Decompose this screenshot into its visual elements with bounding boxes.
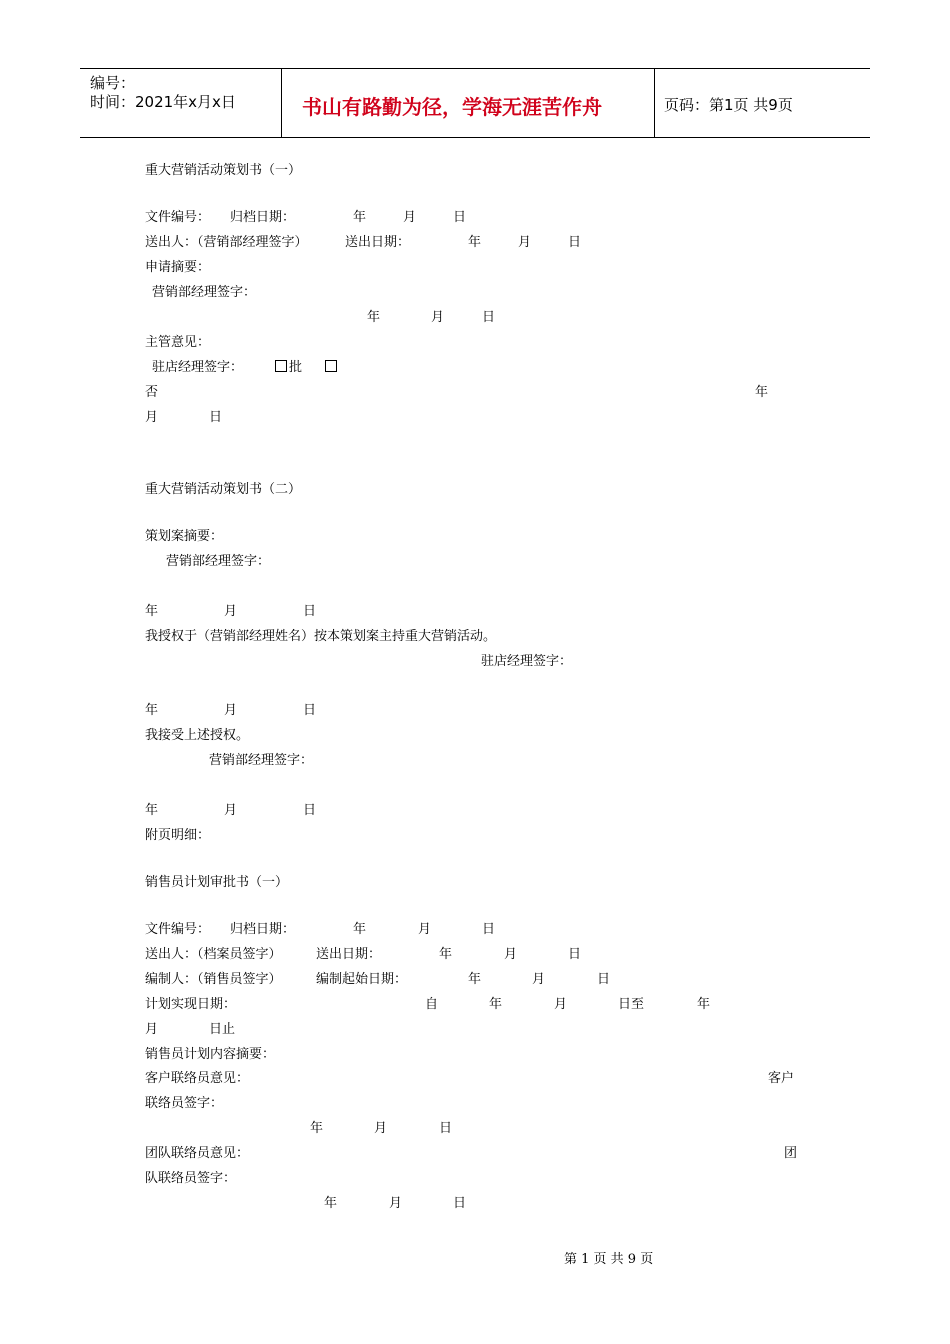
day-label: 日 [209, 410, 223, 425]
month-label: 月 [145, 410, 159, 425]
year-label: 年 [145, 803, 159, 818]
month-label: 月 [374, 1121, 388, 1136]
year-label: 年 [310, 1121, 324, 1136]
year-label: 年 [145, 703, 159, 718]
month-label: 月 [518, 235, 532, 250]
send-date-label: 送出日期： [316, 947, 382, 962]
team-sign-label: 队联络员签字： [145, 1171, 237, 1186]
divider [654, 69, 655, 137]
month-label: 月 [418, 922, 432, 937]
month-label: 月 [532, 972, 546, 987]
year-label: 年 [353, 210, 367, 225]
month-label: 月 [224, 604, 238, 619]
attachment-label: 附页明细： [145, 828, 211, 843]
client-sign-label: 联络员签字： [145, 1096, 224, 1111]
file-number-label: 文件编号： [145, 210, 211, 225]
year-label: 年 [697, 997, 711, 1012]
time-label: 时间：2021年x月x日 [90, 93, 236, 111]
month-label: 月 [224, 803, 238, 818]
send-date-label: 送出日期： [345, 235, 411, 250]
day-label: 日 [568, 947, 582, 962]
section1-title: 重大营销活动策划书（一） [145, 163, 302, 178]
client-opinion-label: 客户联络员意见： [145, 1071, 250, 1086]
client-contact-prefix: 客户 [768, 1071, 795, 1086]
deny-checkbox-box[interactable] [325, 360, 337, 372]
day-label: 日 [568, 235, 582, 250]
from-label: 自 [425, 997, 439, 1012]
month-label: 月 [431, 310, 445, 325]
page-info: 页码：第1页 共9页 [664, 96, 793, 114]
month-label: 月 [145, 1022, 159, 1037]
day-label: 日 [303, 803, 317, 818]
month-label: 月 [389, 1196, 403, 1211]
header-motto: 书山有路勤为径，学海无涯苦作舟 [302, 95, 602, 119]
day-label: 日 [482, 310, 496, 325]
day-label: 日 [597, 972, 611, 987]
page-footer: 第 1 页 共 9 页 [564, 1252, 654, 1267]
day-label: 日 [482, 922, 496, 937]
page-header [80, 68, 870, 138]
sender-label: 送出人：（营销部经理签字） [145, 235, 308, 250]
editor-label: 编制人：（销售员签字） [145, 972, 282, 987]
day-label: 日 [303, 703, 317, 718]
apply-summary-label: 申请摘要： [145, 260, 211, 275]
sender-label: 送出人：（档案员签字） [145, 947, 282, 962]
year-label: 年 [468, 972, 482, 987]
edit-start-label: 编制起始日期： [316, 972, 408, 987]
year-label: 年 [439, 947, 453, 962]
manager-sign-label: 营销部经理签字： [209, 753, 314, 768]
code-label: 编号： [90, 74, 136, 92]
section3-title: 销售员计划审批书（一） [145, 875, 289, 890]
authorize-text: 我授权于（营销部经理姓名）按本策划案主持重大营销活动。 [145, 629, 497, 644]
day-to-label: 日至 [618, 997, 645, 1012]
month-label: 月 [224, 703, 238, 718]
year-label: 年 [468, 235, 482, 250]
team-opinion-label: 团队联络员意见： [145, 1146, 250, 1161]
manager-sign-label: 营销部经理签字： [166, 554, 271, 569]
approve-option[interactable] [275, 360, 302, 376]
accept-text: 我接受上述授权。 [145, 728, 250, 743]
file-number-label: 文件编号： [145, 922, 211, 937]
divider [281, 69, 282, 137]
section2-title: 重大营销活动策划书（二） [145, 482, 302, 497]
year-label: 年 [353, 922, 367, 937]
store-manager-sign-label: 驻店经理签字： [152, 360, 244, 375]
year-label: 年 [145, 604, 159, 619]
manager-sign-label: 营销部经理签字： [152, 285, 257, 300]
year-label: 年 [489, 997, 503, 1012]
plan-date-label: 计划实现日期： [145, 997, 237, 1012]
archive-date-label: 归档日期： [230, 210, 296, 225]
approve-checkbox[interactable] [275, 360, 287, 372]
approve-text: 批 [289, 360, 303, 375]
deny-text: 否 [145, 385, 159, 400]
day-label: 日 [453, 210, 467, 225]
day-label: 日 [303, 604, 317, 619]
month-label: 月 [504, 947, 518, 962]
month-label: 月 [403, 210, 417, 225]
supervisor-opinion-label: 主管意见： [145, 335, 211, 350]
day-label: 日 [439, 1121, 453, 1136]
year-label: 年 [324, 1196, 338, 1211]
deny-checkbox[interactable] [325, 360, 339, 376]
team-contact-prefix: 团 [784, 1146, 798, 1161]
plan-summary-label: 策划案摘要： [145, 529, 224, 544]
day-end-label: 日止 [209, 1022, 236, 1037]
plan-content-summary-label: 销售员计划内容摘要： [145, 1047, 276, 1062]
month-label: 月 [554, 997, 568, 1012]
archive-date-label: 归档日期： [230, 922, 296, 937]
year-label: 年 [367, 310, 381, 325]
day-label: 日 [453, 1196, 467, 1211]
year-label: 年 [755, 385, 769, 400]
store-manager-sign-label: 驻店经理签字： [481, 654, 573, 669]
